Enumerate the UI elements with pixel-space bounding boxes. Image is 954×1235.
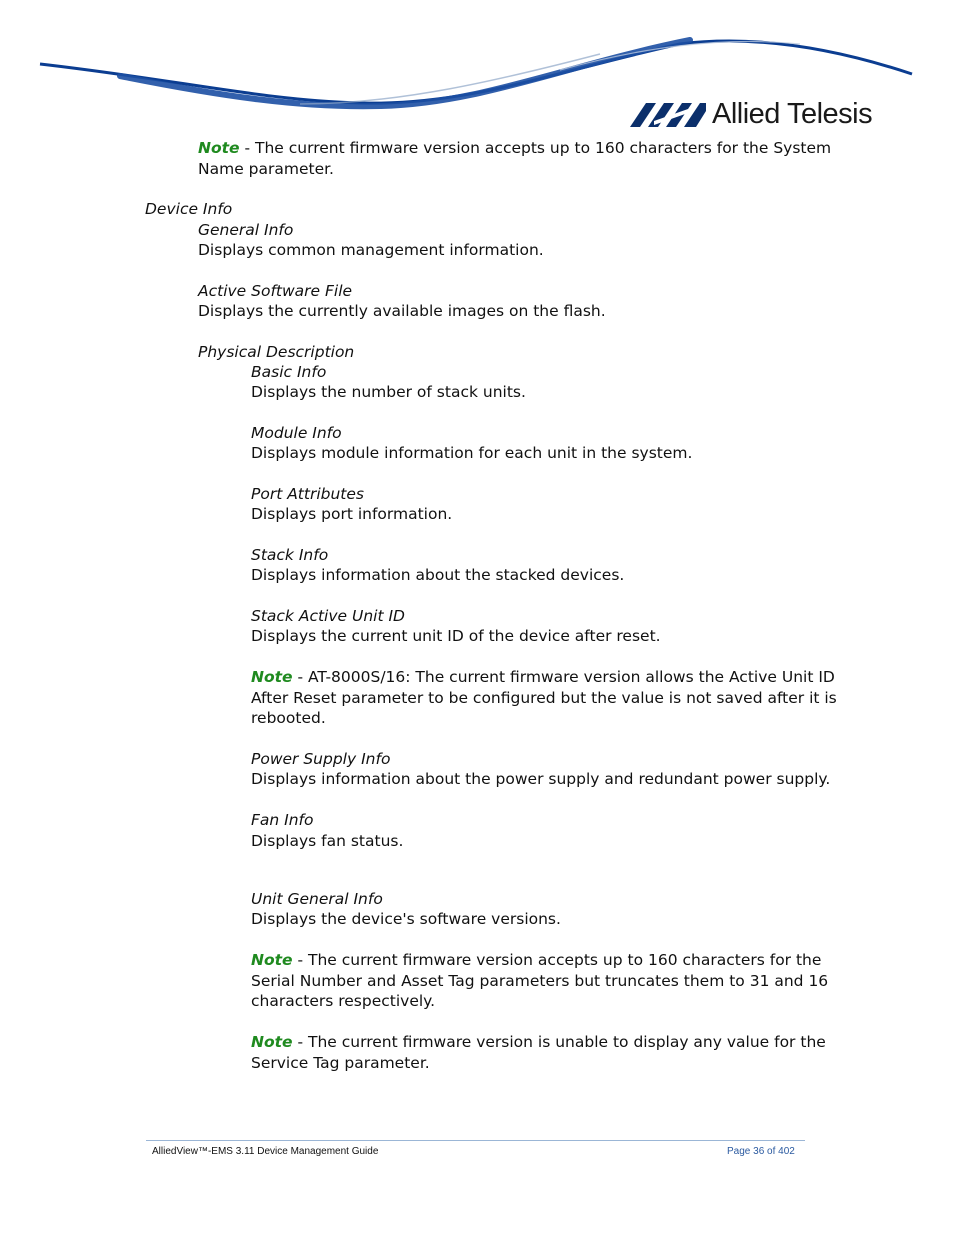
heading-device-info: Device Info: [145, 200, 233, 218]
heading-stack-info: Stack Info: [251, 546, 329, 564]
desc-fan-info: Displays fan status.: [251, 832, 404, 850]
note-label: Note: [198, 139, 240, 157]
heading-general-info: General Info: [198, 221, 294, 239]
desc-active-software: Displays the currently available images on the flash.: [198, 302, 606, 320]
note-label: Note: [251, 951, 293, 969]
desc-power-supply: Displays information about the power supply and redundant power supply.: [251, 770, 831, 788]
desc-general-info: Displays common management information.: [198, 241, 544, 259]
note-system-name: Note - The current firmware version accepts up to 160 characters for the System Name parameter.: [198, 139, 832, 178]
footer-title: AlliedView™-EMS 3.11 Device Management Guide: [152, 1146, 379, 1157]
desc-stack-info: Displays information about the stacked devices.: [251, 566, 625, 584]
note-label: Note: [251, 668, 293, 686]
note-label: Note: [251, 1033, 293, 1051]
heading-stack-active-unit: Stack Active Unit ID: [251, 607, 405, 625]
heading-basic-info: Basic Info: [251, 363, 327, 381]
heading-physical-description: Physical Description: [198, 343, 355, 361]
heading-active-software: Active Software File: [198, 282, 353, 300]
desc-unit-general: Displays the device's software versions.: [251, 910, 561, 928]
note-active-unit: Note - AT-8000S/16: The current firmware version allows the Active Unit ID After Reset parameter to be configured but the value is not saved after it is rebooted.: [251, 668, 837, 727]
desc-basic-info: Displays the number of stack units.: [251, 383, 526, 401]
footer-divider: [146, 1140, 805, 1141]
logo-mark-icon: [630, 101, 706, 129]
desc-stack-active-unit: Displays the current unit ID of the device after reset.: [251, 627, 661, 645]
desc-port-attributes: Displays port information.: [251, 505, 453, 523]
allied-telesis-logo: [630, 100, 872, 129]
heading-module-info: Module Info: [251, 424, 342, 442]
note-serial-number: Note - The current firmware version accepts up to 160 characters for the Serial Number and Asset Tag parameters but truncates them to 31 and 16 characters respectively.: [251, 951, 829, 1010]
note-service-tag: Note - The current firmware version is unable to display any value for the Service Tag parameter.: [251, 1033, 826, 1072]
heading-fan-info: Fan Info: [251, 811, 314, 829]
heading-unit-general: Unit General Info: [251, 890, 383, 908]
desc-module-info: Displays module information for each unit in the system.: [251, 444, 693, 462]
heading-power-supply: Power Supply Info: [251, 750, 391, 768]
page-number: Page 36 of 402: [727, 1146, 795, 1157]
heading-port-attributes: Port Attributes: [251, 485, 364, 503]
logo-text: Allied Telesis: [712, 98, 873, 130]
